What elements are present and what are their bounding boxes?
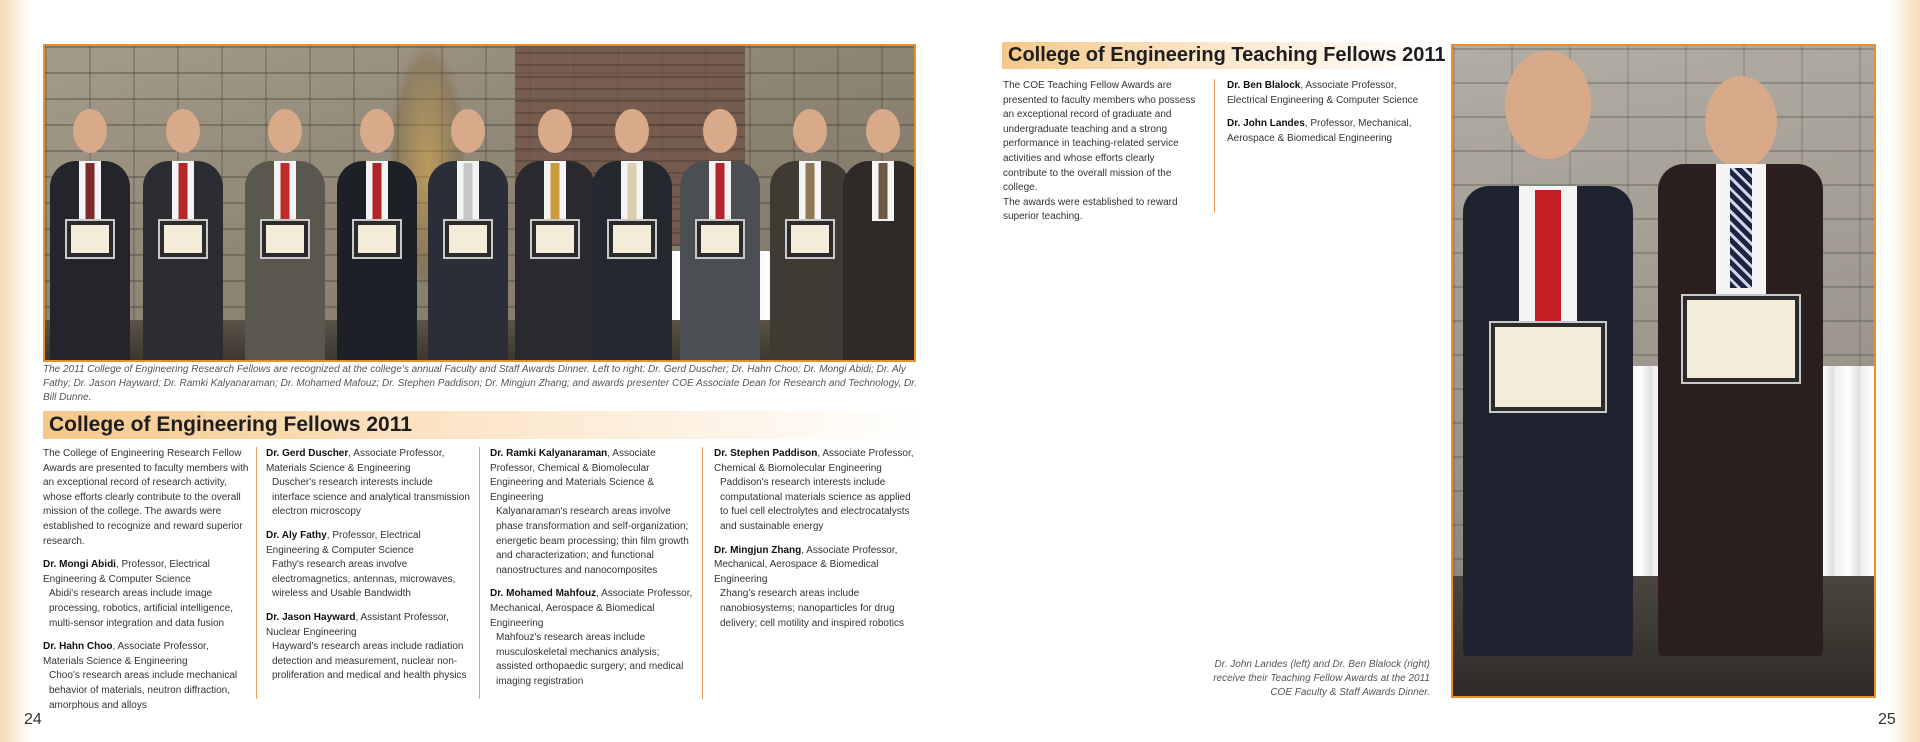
fellow-figure [680,161,760,362]
fellow-entry [266,529,472,602]
teaching-intro: The COE Teaching Fellow Awards are presented to faculty members who possess an exceptional record of graduate and undergraduate teaching and a strong performance in teaching-related service activities and whose efforts clearly contribute to the overall mission of the college. [1003,80,1196,194]
fellows-column-3 [490,447,696,690]
award-plaque [1681,294,1801,384]
teaching-fellow-entry [1227,117,1432,146]
fellow-title: , Professor, Electrical Engineering & Computer Science [266,529,421,556]
head [703,109,737,153]
fellow-research: Choo's research areas include mechanical behavior of materials, neutron diffraction, amorphous and alloys [49,670,238,711]
head [360,109,394,153]
fellows-heading: College of Engineering Fellows 2011 [43,411,923,439]
tie [179,163,188,219]
column-divider [702,447,703,699]
fellow-entry [490,447,696,578]
fellow-name: Dr. Ben Blalock [1227,80,1301,91]
award-plaque [530,219,580,259]
tie [1730,168,1752,288]
fellow-name: Dr. Mohamed Mahfouz [490,588,597,600]
fellow-figure [337,161,417,362]
fellow-title: , Associate Professor, Materials Science & Engineering [266,448,445,474]
fellow-title: , Associate Professor, Chemical & Biomolecular Engineering and Materials Science & Engineering [490,448,656,503]
fellow-figure [515,161,595,362]
tie [628,163,637,219]
column-divider [1214,79,1215,213]
fellow-name: Dr. Gerd Duscher [266,448,349,459]
person-landes [1463,186,1633,656]
fellow-research: Zhang's research areas include nanobiosystems; nanoparticles for drug delivery; cell motility and inspired robotics [720,588,904,629]
teaching-fellows-photo [1451,44,1876,698]
fellows-column-4 [714,447,920,631]
fellow-title: , Professor, Electrical Engineering & Computer Science [43,559,210,585]
head [793,109,827,153]
head [1505,51,1591,159]
fellow-research: Paddison's research interests include computational materials science as applied to fuel cell electrolytes and electrocatalysts and sustainable energy [720,477,911,532]
fellow-figure [245,161,325,362]
fellow-title: , Associate Professor, Mechanical, Aerospace & Biomedical Engineering [490,588,693,629]
fellow-title: , Associate Professor, Materials Science & Engineering [43,641,209,667]
fellow-entry [714,447,920,535]
award-plaque [785,219,835,259]
fellow-research: Mahfouz's research areas include musculoskeletal mechanics analysis; assisted orthopaedic surgery; and medical imaging registration [496,632,684,687]
fellows-intro: The College of Engineering Research Fellow Awards are presented to faculty members with an exceptional record of research activity, whose efforts clearly contribute to the overall mission of the college. The awards were established to recognize and reward superior research. [43,448,249,547]
fellow-title: , Associate Professor, Chemical & Biomolecular Engineering [714,448,914,474]
fellow-title: , Associate Professor, Electrical Engineering & Computer Science [1227,80,1419,106]
tie [1535,190,1561,330]
head [73,109,107,153]
award-plaque [443,219,493,259]
fellow-title: , Associate Professor, Mechanical, Aerospace & Biomedical Engineering [714,544,898,585]
award-plaque [65,219,115,259]
page-number-left: 24 [24,711,42,728]
fellow-entry [266,447,472,520]
page-edge-right [1890,0,1920,742]
head [166,109,200,153]
teaching-fellows-heading: College of Engineering Teaching Fellows 2011 [1002,42,1432,69]
tie [551,163,560,219]
fellow-name: Dr. Mongi Abidi [43,559,116,571]
tie [716,163,725,219]
fellow-figure [428,161,508,362]
research-fellows-group-photo [43,44,916,362]
teaching-intro-column [1003,79,1199,225]
tie [464,163,473,219]
fellow-name: Dr. Mingjun Zhang [714,544,802,556]
award-plaque [1489,321,1607,413]
teaching-photo-caption: Dr. John Landes (left) and Dr. Ben Blalock (right) receive their Teaching Fellow Awards at the 2011 COE Faculty & Staff Awards Dinner. [1213,659,1430,698]
page-edge-left [0,0,30,742]
group-photo-caption: The 2011 College of Engineering Research Fellows are recognized at the college's annual Faculty and Staff Awards Dinner. Left to right: Dr. Gerd Duscher; Dr. Hahn Choo; Dr. Mongi Abidi; Dr. Aly Fathy; Dr. Jason Hayward; Dr. Ramki Kalyanaraman; Dr. Mohamed Mafouz; Dr. Stephen Paddison; Dr. Mingjun Zhang; and awards presenter COE Associate Dean for Research and Technology, Dr. Bill Dunne. [43,364,917,403]
tie [879,163,888,219]
fellow-entry [714,544,920,632]
teaching-intro-2: The awards were established to reward superior teaching. [1003,196,1178,223]
tie [373,163,382,219]
page-number-right: 25 [1878,711,1896,728]
tie [86,163,95,219]
award-plaque [695,219,745,259]
award-plaque [607,219,657,259]
fellow-name: Dr. Hahn Choo [43,641,113,653]
head [615,109,649,153]
column-divider [256,447,257,699]
head [268,109,302,153]
head [1705,76,1777,168]
person-blalock [1658,164,1823,656]
fellow-name: Dr. John Landes [1227,118,1305,130]
fellow-entry [490,587,696,689]
fellow-research: Kalyanaraman's research areas involve phase transformation and self-organization; energetic beam processing; thin film growth and characterization; and functional nanostructures and nanocomposites [496,506,689,576]
fellow-figure [50,161,130,362]
fellow-figure [592,161,672,362]
fellow-name: Dr. Aly Fathy [266,529,327,541]
teaching-fellow-entry [1227,79,1432,108]
fellow-title: , Assistant Professor, Nuclear Engineering [266,611,449,638]
head [451,109,485,153]
fellow-name: Dr. Jason Hayward [266,611,356,623]
award-plaque [158,219,208,259]
fellow-title: , Professor, Mechanical, Aerospace & Biomedical Engineering [1227,118,1412,144]
fellow-research: Hayward's research areas include radiation detection and measurement, nuclear non-proliferation and medical and health physics [272,641,467,682]
award-plaque [352,219,402,259]
fellows-column-1 [43,447,249,713]
award-plaque [260,219,310,259]
fellow-figure [770,161,850,362]
column-divider [479,447,480,699]
head [866,109,900,153]
fellow-research: Fathy's research areas involve electromagnetics, antennas, microwaves, wireless and Usable Bandwidth [272,559,456,600]
fellows-column-2 [266,447,472,684]
fellow-figure [143,161,223,362]
fellow-entry [43,558,249,631]
tie [806,163,815,219]
fellow-research: Abidi's research areas include image processing, robotics, artificial intelligence, multi-sensor integration and data fusion [49,588,233,629]
fellow-research: Duscher's research interests include interface science and analytical transmission electron microscopy [272,477,470,518]
teaching-fellows-column [1227,79,1432,146]
fellow-name: Dr. Ramki Kalyanaraman [490,448,608,459]
fellow-figure [843,161,916,362]
tie [281,163,290,219]
fellow-name: Dr. Stephen Paddison [714,448,818,459]
head [538,109,572,153]
fellow-entry [266,611,472,684]
fellow-entry [43,640,249,713]
